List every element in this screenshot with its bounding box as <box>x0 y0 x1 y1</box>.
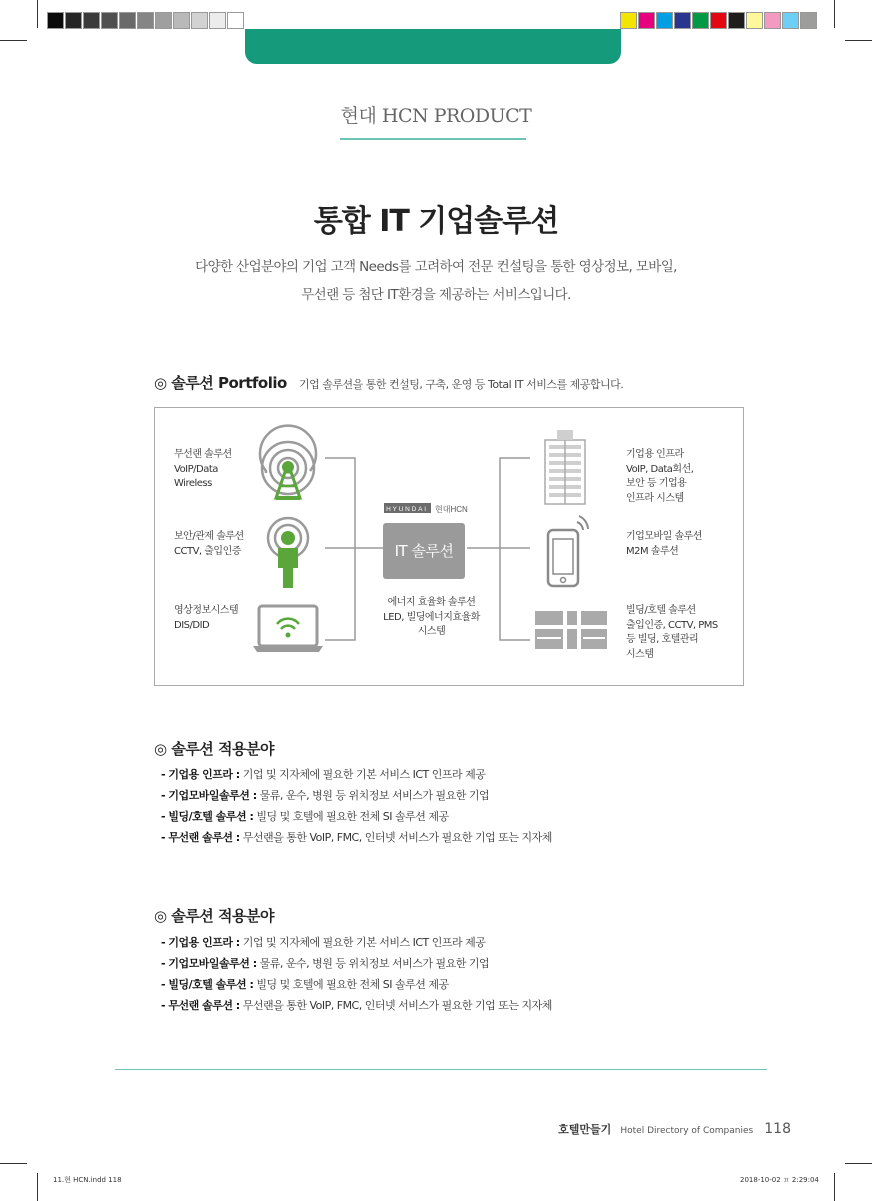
svg-text:IT 솔루션: IT 솔루션 <box>394 542 454 560</box>
color-swatch <box>65 12 82 29</box>
crop-mark <box>834 1173 835 1201</box>
color-swatch <box>674 12 691 29</box>
crop-mark <box>845 40 872 41</box>
label-energy-solution: 에너지 효율화 솔루션 LED, 빌딩에너지효율화 시스템 <box>383 597 480 637</box>
list-item: - 무선랜 솔루션 : 무선랜을 통한 VoIP, FMC, 인터넷 서비스가 필요한 기업 또는 지자체 <box>161 831 552 844</box>
color-swatch <box>692 12 709 29</box>
page-footer <box>558 1118 791 1137</box>
list-item: - 무선랜 솔루션 : 무선랜을 통한 VoIP, FMC, 인터넷 서비스가 필요한 기업 또는 지자체 <box>161 999 552 1012</box>
color-swatch <box>656 12 673 29</box>
subtitle-line-1: 다양한 산업분야의 기업 고객 Needs를 고려하여 전문 컨설팅을 통한 영상정보, 모바일, <box>195 259 677 275</box>
portfolio-diagram <box>154 407 744 686</box>
label-enterprise-mobile: 기업모바일 솔루션 M2M 솔루션 <box>626 531 702 557</box>
color-swatch <box>800 12 817 29</box>
smartphone-icon <box>548 516 588 586</box>
list-item: - 빌딩/호텔 솔루션 : 빌딩 및 호텔에 필요한 전체 SI 솔루션 제공 <box>161 810 449 823</box>
color-swatch <box>227 12 244 29</box>
wireless-tower-icon <box>260 426 316 498</box>
section-list-1 <box>161 766 552 850</box>
subtitle-line-2: 무선랜 등 첨단 IT환경을 제공하는 서비스입니다. <box>301 287 571 303</box>
color-swatch <box>155 12 172 29</box>
color-swatch <box>137 12 154 29</box>
color-swatch <box>191 12 208 29</box>
list-item: - 기업모바일솔루션 : 물류, 운수, 병원 등 위치정보 서비스가 필요한 기업 <box>161 789 490 802</box>
page-title: 통합 IT 기업솔루션 <box>313 204 559 239</box>
color-swatch <box>47 12 64 29</box>
list-item: - 기업모바일솔루션 : 물류, 운수, 병원 등 위치정보 서비스가 필요한 기업 <box>161 957 490 970</box>
crop-mark <box>845 1163 872 1164</box>
label-video-system: 영상정보시스템 DIS/DID <box>174 605 239 631</box>
section-heading-1: ◎ 솔루션 적용분야 <box>154 740 274 758</box>
page-number: 118 <box>764 1121 791 1137</box>
footer-title-ko: 호텔만들기 <box>558 1123 612 1136</box>
slug-filename: 11.현 HCN.indd 118 <box>53 1176 122 1184</box>
building-icon <box>545 430 585 504</box>
section-heading-2: ◎ 솔루션 적용분야 <box>154 907 274 925</box>
label-enterprise-infra: 기업용 인프라 VoIP, Data회선, 보안 등 기업용 인프라 시스템 <box>626 449 694 504</box>
laptop-wifi-icon <box>253 606 323 652</box>
product-title: 현대 HCN PRODUCT <box>340 105 532 127</box>
crop-mark <box>37 1173 38 1201</box>
color-swatch <box>638 12 655 29</box>
color-swatch <box>782 12 799 29</box>
color-swatch <box>83 12 100 29</box>
building-panels-icon <box>535 611 607 649</box>
color-swatch <box>764 12 781 29</box>
label-wireless-solution: 무선랜 솔루션 VoIP/Data Wireless <box>174 449 232 489</box>
portfolio-note: 기업 솔루션을 통한 컨설팅, 구축, 운영 등 Total IT 서비스를 제공합니다. <box>299 378 624 391</box>
svg-text:현대HCN: 현대HCN <box>435 505 468 514</box>
header-tab <box>245 29 621 64</box>
crop-mark <box>0 40 27 41</box>
color-swatch <box>119 12 136 29</box>
label-building-hotel: 빌딩/호텔 솔루션 출입인증, CCTV, PMS 등 빌딩, 호텔관리 시스템 <box>626 605 718 660</box>
slug-timestamp: 2018-10-02 ㅍ 2:29:04 <box>740 1176 819 1184</box>
portfolio-heading: ◎ 솔루션 Portfolio <box>154 374 287 392</box>
crop-mark <box>834 0 835 28</box>
hyundai-hcn-logo <box>384 503 468 514</box>
color-swatch <box>710 12 727 29</box>
section-list-2 <box>161 934 552 1018</box>
list-item: - 기업용 인프라 : 기업 및 지자체에 필요한 기본 서비스 ICT 인프라 제공 <box>161 768 486 781</box>
color-swatch <box>173 12 190 29</box>
color-swatch <box>746 12 763 29</box>
crop-mark <box>37 0 38 28</box>
list-item: - 기업용 인프라 : 기업 및 지자체에 필요한 기본 서비스 ICT 인프라 제공 <box>161 936 486 949</box>
color-swatch <box>620 12 637 29</box>
svg-text:HYUNDAI: HYUNDAI <box>386 506 428 513</box>
color-swatch <box>728 12 745 29</box>
label-security-solution: 보안/관제 솔루션 CCTV, 출입인증 <box>174 531 244 557</box>
color-swatch <box>209 12 226 29</box>
footer-rule <box>115 1069 767 1070</box>
person-signal-icon <box>268 518 308 588</box>
product-title-rule <box>340 138 526 140</box>
footer-title-en: Hotel Directory of Companies <box>620 1126 754 1136</box>
list-item: - 빌딩/호텔 솔루션 : 빌딩 및 호텔에 필요한 전체 SI 솔루션 제공 <box>161 978 449 991</box>
crop-mark <box>0 1163 27 1164</box>
color-swatch <box>101 12 118 29</box>
